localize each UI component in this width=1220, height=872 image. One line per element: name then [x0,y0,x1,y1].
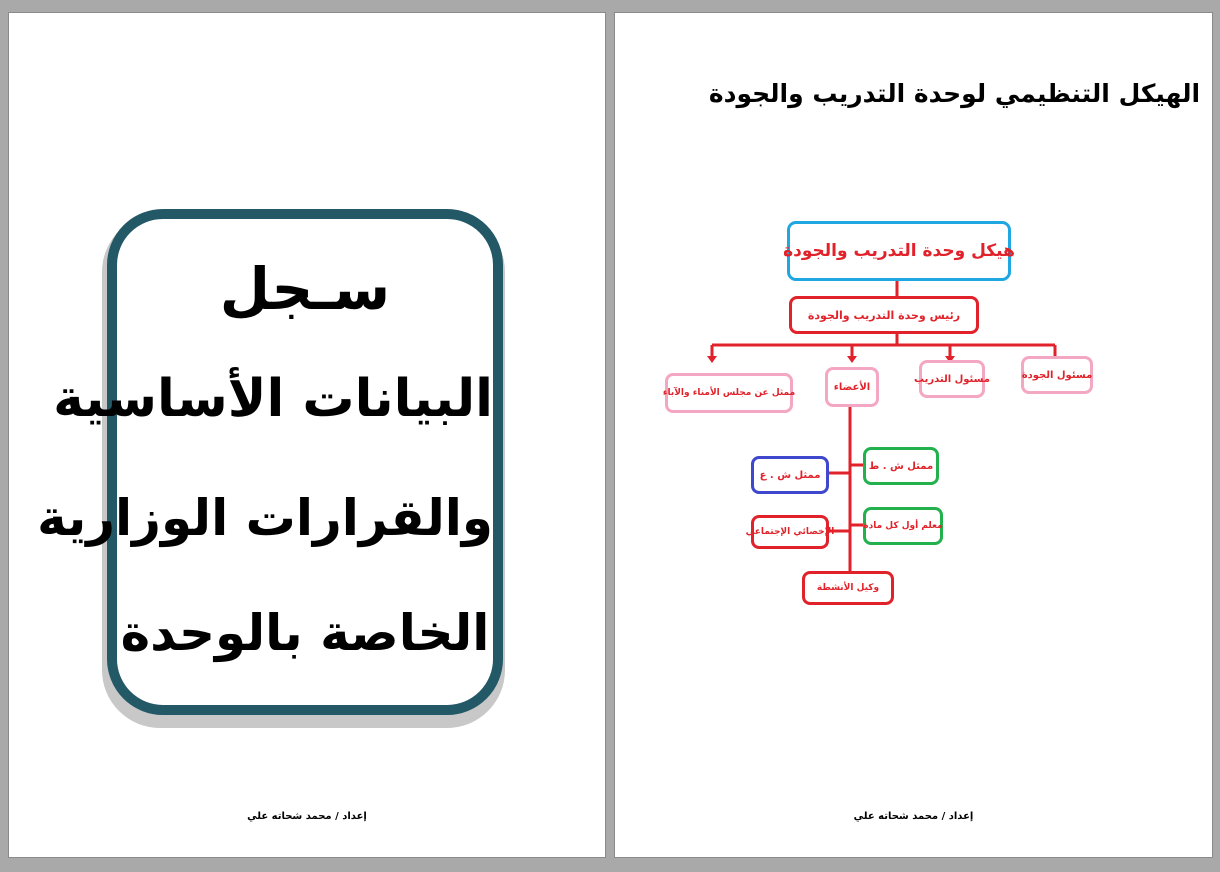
org-node-training-officer: مسئول التدريب [919,360,985,398]
org-node-root: هيكل وحدة التدريب والجودة [787,221,1011,281]
org-chart-connectors [615,13,1214,859]
org-node-social-worker: الإخصائي الإجتماعي [751,515,829,549]
org-node-first-teacher: معلم أول كل مادة [863,507,943,545]
org-chart-title: الهيكل التنظيمي لوحدة التدريب والجودة [708,79,1201,108]
cover-line-ministerial-decisions: والقرارات الوزارية [37,489,493,547]
org-node-head: رئيس وحدة التدريب والجودة [789,296,979,334]
cover-frame [37,209,503,715]
org-node-rep-st: ممثل ش . ط [863,447,939,485]
right-page [614,12,1213,858]
cover-line-basic-data: البيانات الأساسية [53,369,493,429]
org-node-quality-officer: مسئول الجودة [1021,356,1093,394]
org-node-parents-rep: ممثل عن مجلس الأمناء والآباء [665,373,793,413]
cover-line-unit: الخاصة بالوحدة [120,604,490,662]
org-node-members: الأعضاء [825,367,879,407]
left-page [8,12,606,858]
cover-title: سـجل [219,255,391,323]
right-footer: إعداد / محمد شحاته علي [853,811,974,822]
org-node-activities-deputy: وكيل الأنشطة [802,571,894,605]
left-footer: إعداد / محمد شحاته علي [247,811,367,822]
org-node-rep-sa: ممثل ش . ع [751,456,829,494]
